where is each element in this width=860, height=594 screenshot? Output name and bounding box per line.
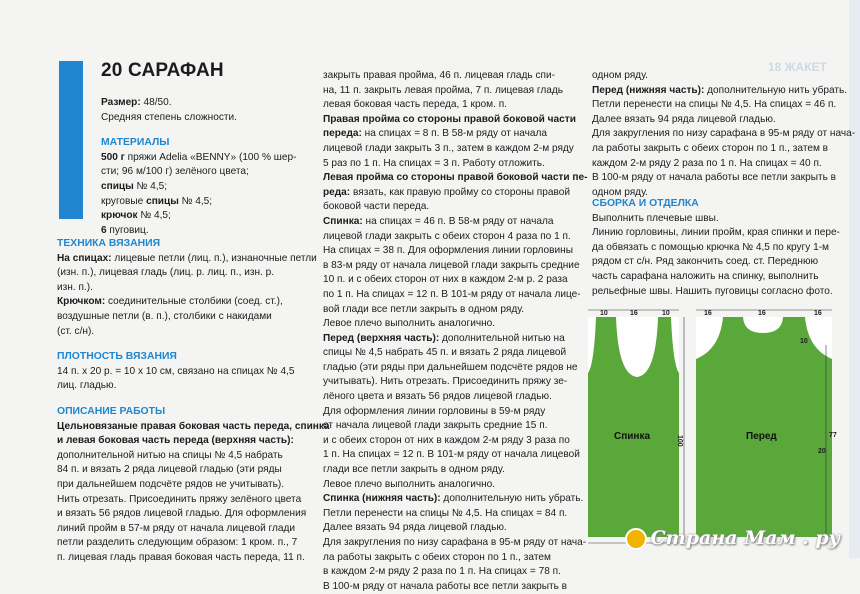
work-line: и вязать 56 рядов лицевой гладью. Для оформления <box>57 508 307 520</box>
instruction-line: Петли перенести на спицы № 4,5. На спицах = 84 п. <box>323 507 568 519</box>
instruction-line: Левое плечо выполнить аналогично. <box>323 478 496 490</box>
pattern-schematic <box>586 305 836 545</box>
instruction-line: лицевой глади закрыть с обеих сторон 4 раза по 1 п. <box>323 230 571 242</box>
technique-line: На спицах: лицевые петли (лиц. п.), изнаночные петли <box>57 252 317 264</box>
instruction-line: гладью (эти ряды при дальнейшем подсчёте рядов не <box>323 361 578 373</box>
dim-label: 12 <box>759 324 767 331</box>
instruction-line: Перед (верхняя часть): дополнительной нитью на <box>323 332 565 344</box>
instruction-line: и с обеих сторон от них в каждом 2-м ряду 3 раза по <box>323 434 570 446</box>
assembly-line: рядом ст с/н. Ряд закончить соед. ст. Переднюю <box>592 256 819 268</box>
instruction-line: от начала лицевой глади закрыть средние 15 п. <box>323 420 548 432</box>
column-1-lower <box>57 237 330 565</box>
dim-label: 100 <box>676 435 683 447</box>
page-edge <box>849 0 860 558</box>
materials-line: круговые спицы № 4,5; <box>101 195 213 207</box>
faded-page-number: 18 ЖАКЕТ <box>768 60 827 74</box>
accent-bar <box>59 61 83 219</box>
materials-line: сти; 96 м/100 г) зелёного цвета; <box>101 166 249 178</box>
density-line: 14 п. х 20 р. = 10 х 10 см, связано на спицах № 4,5 <box>57 365 295 377</box>
dim-label: 23 <box>629 328 637 335</box>
column-2 <box>323 69 588 594</box>
pattern-title: 20 САРАФАН <box>101 60 224 81</box>
instruction-line: каждом 2-м ряду 2 раза по 1 п. На спицах = 40 п. <box>592 157 822 169</box>
work-bold-line: Цельновязаные правая боковая часть переда, спинка <box>57 420 330 432</box>
dim-label: 20 <box>818 448 826 455</box>
instruction-line: на, 11 п. закрыть левая пройма, 7 п. лицевая гладь <box>323 84 564 96</box>
instruction-line: На спицах = 38 п. Для оформления линии горловины <box>323 245 573 257</box>
instruction-line: учитывать). Нить отрезать. Присоединить пряжу зе- <box>323 376 568 388</box>
instruction-line: Для оформления линии горловины в 59-м ряду <box>323 405 546 417</box>
technique-heading: ТЕХНИКА ВЯЗАНИЯ <box>57 238 161 249</box>
instruction-line: закрыть правая пройма, 46 п. лицевая гладь спи- <box>323 70 556 81</box>
instruction-line: глади все петли закрыть в одном ряду. <box>323 464 505 476</box>
dim-label: 16 <box>704 310 712 317</box>
instruction-line: одном ряду. <box>592 186 648 198</box>
materials-list <box>101 151 306 239</box>
instruction-line: Далее вязать 94 ряда лицевой гладью. <box>323 522 507 534</box>
technique-line: изн. п.). <box>57 281 93 293</box>
instruction-line: В 100-м ряду от начала работы все петли закрыть в <box>323 580 568 592</box>
instruction-line: вой глади все петли закрыть в одном ряду. <box>323 303 525 315</box>
instruction-line: Петли перенести на спицы № 4,5. На спицах = 46 п. <box>592 99 837 111</box>
difficulty: Средняя степень сложности. <box>101 111 237 123</box>
work-line: Нить отрезать. Присоединить пряжу зелёного цвета <box>57 493 302 505</box>
work-line: п. лицевая гладь правая боковая часть переда, 11 п. <box>57 551 305 563</box>
technique-line: (ст. с/н). <box>57 325 95 337</box>
materials-line: крючок № 4,5; <box>101 210 171 222</box>
instruction-line: реда: вязать, как правую пройму со стороны правой <box>323 186 570 198</box>
front-label: Перед <box>746 431 777 442</box>
back-label: Спинка <box>614 431 651 442</box>
instruction-line: одном ряду. <box>592 70 648 81</box>
instruction-line: 10 п. и с обеих сторон от них в каждом 2-м р. 2 раза <box>323 274 568 286</box>
assembly-block <box>592 197 842 299</box>
instruction-line: Далее вязать 94 ряда лицевой гладью. <box>592 113 776 125</box>
instruction-line: ла работы закрыть с обеих сторон по 1 п., затем <box>323 551 551 563</box>
instruction-line: Перед (нижняя часть): дополнительную нить убрать. <box>592 84 848 96</box>
instruction-line: Для закругления по низу сарафана в 95-м ряду от нача- <box>323 537 587 548</box>
materials-line: 6 пуговиц. <box>101 224 149 236</box>
instruction-line: 1 п. На спицах = 12 п. В 101-м ряду от начала лицевой <box>323 449 580 461</box>
work-line: при дальнейшем подсчёте рядов не учитывать). <box>57 478 285 490</box>
assembly-line: часть сарафана наложить на спинку, выполнить <box>592 270 819 282</box>
work-line: 84 п. и вязать 2 ряда лицевой гладью (эти ряды <box>57 464 282 476</box>
dim-label: 10 <box>800 338 808 345</box>
instruction-line: В 100-м ряду от начала работы все петли закрыть в <box>592 172 837 184</box>
instruction-line: лёного цвета и вязать 56 рядов лицевой гладью. <box>323 391 552 403</box>
dim-label: 16 <box>630 310 638 317</box>
technique-line: (изн. п.), лицевая гладь (лиц. р. лиц. п., изн. р. <box>57 267 275 279</box>
instruction-line: ла работы закрыть с обеих сторон по 1 п., затем в <box>592 142 829 154</box>
instruction-line: боковой части переда. <box>323 201 430 213</box>
work-heading: ОПИСАНИЕ РАБОТЫ <box>57 405 166 417</box>
instruction-line: Левая пройма со стороны правой боковой части пе- <box>323 172 588 184</box>
dim-label: 10 <box>662 310 670 317</box>
instruction-line: Спинка (нижняя часть): дополнительную нить убрать. <box>323 493 584 505</box>
density-line: лиц. гладью. <box>57 380 117 392</box>
work-line: дополнительной нитью на спицы № 4,5 набрать <box>57 449 283 461</box>
instruction-line: Для закругления по низу сарафана в 95-м ряду от нача- <box>592 128 856 140</box>
instruction-line: 5 раз по 1 п. На спицах = 3 п. Работу отложить. <box>323 157 545 169</box>
density-heading: ПЛОТНОСТЬ ВЯЗАНИЯ <box>57 351 177 363</box>
dim-label: 10 <box>600 310 608 317</box>
dim-label: 77 <box>829 432 837 439</box>
work-line: петли разделить следующим образом: 1 кром. п., 7 <box>57 537 298 549</box>
assembly-line: да обвязать с помощью крючка № 4,5 по кругу 1-м <box>592 241 830 253</box>
watermark-logo-icon <box>625 528 647 550</box>
instruction-line: лицевой глади закрыть 3 п., затем в каждом 2-м ряду <box>323 142 574 154</box>
materials-line: спицы № 4,5; <box>101 180 168 192</box>
instruction-line: Правая пройма со стороны правой боковой части <box>323 113 576 125</box>
materials-heading: МАТЕРИАЛЫ <box>101 137 170 149</box>
materials-line: 500 г пряжи Adelia «BENNY» (100 % шер- <box>101 151 297 163</box>
dim-label: 16 <box>814 310 822 317</box>
instruction-line: спицы № 4,5 набрать 45 п. и вязать 2 ряда лицевой <box>323 347 567 359</box>
work-bold-line: и левая боковая часть переда (верхняя часть): <box>57 435 294 447</box>
instruction-line: по 1 п. На спицах = 12 п. В 101-м ряду от начала лице- <box>323 288 581 300</box>
technique-line: Крючком: соединительные столбики (соед. ст.), <box>57 296 283 308</box>
assembly-line: рельефные швы. Нашить пуговицы согласно фото. <box>592 285 833 297</box>
site-watermark: Страна Мам . ру <box>625 527 841 550</box>
instruction-line: в 83-м ряду от начала лицевой глади закрыть средние <box>323 259 580 271</box>
instruction-line: Спинка: на спицах = 46 п. В 58-м ряду от начала <box>323 215 554 227</box>
assembly-line: Выполнить плечевые швы. <box>592 212 719 224</box>
column-3 <box>592 69 856 200</box>
size-line: Размер: 48/50. <box>101 97 172 108</box>
instruction-line: левая боковая часть переда, 1 кром. п. <box>323 99 507 111</box>
instruction-line: Левое плечо выполнить аналогично. <box>323 318 496 330</box>
dim-label: 16 <box>758 310 766 317</box>
front-panel <box>696 317 832 537</box>
technique-line: воздушные петли (в. п.), столбики с накидами <box>57 310 272 322</box>
assembly-line: Линию горловины, линии пройм, края спинки и пере- <box>592 227 840 239</box>
instruction-line: в каждом 2-м ряду 2 раза по 1 п. На спицах = 78 п. <box>323 566 561 578</box>
instruction-line: переда: на спицах = 8 п. В 58-м ряду от начала <box>323 128 547 140</box>
column-1 <box>101 96 306 238</box>
assembly-heading: СБОРКА И ОТДЕЛКА <box>592 198 699 209</box>
work-line: линий пройм в 57-м ряду от начала лицевой глади <box>57 522 296 534</box>
